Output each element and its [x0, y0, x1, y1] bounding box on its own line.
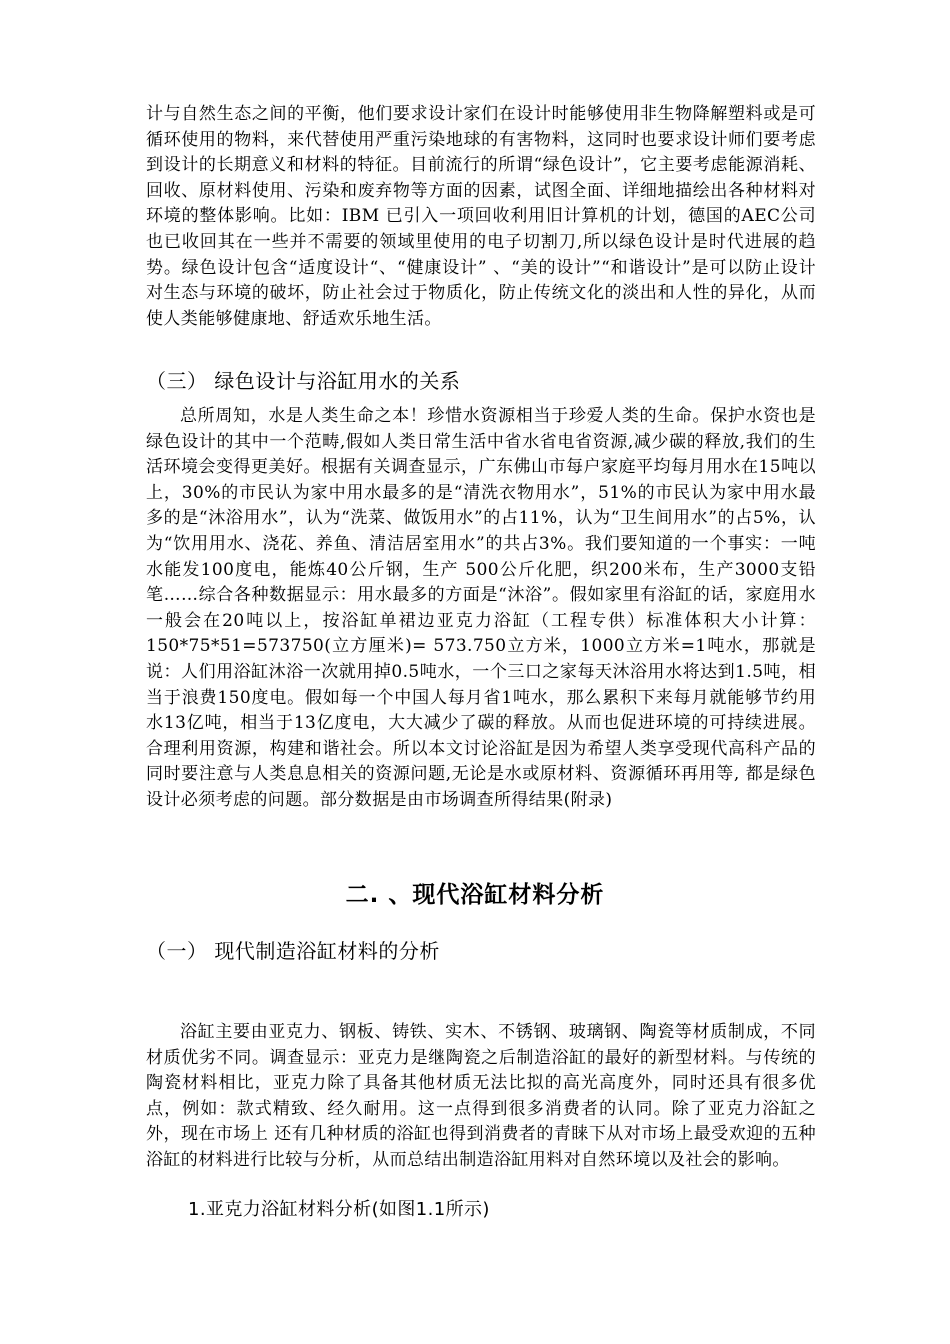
- section-heading-green-design-and-water: （三） 绿色设计与浴缸用水的关系: [146, 369, 461, 393]
- subsection-heading-acrylic: 1.亚克力浴缸材料分析(如图1.1所示): [188, 1199, 490, 1220]
- section-heading-material-analysis: （一） 现代制造浴缸材料的分析: [146, 939, 440, 963]
- paragraph-water-usage: 总所周知，水是人类生命之本！珍惜水资源相当于珍爱人类的生命。保护水资也是绿色设计的其中一个范畴,假如人类日常生活中省水省电省资源,减少碳的释放,我们的生活环境会变得更美好。根据有关调查显示，广东佛山市每户家庭平均每月用水在15吨以上，30%的市民认为家中用水最多的是“清洗衣物用水”，51%的市民认为家中用水最多的是“沐浴用水”，认为“洗菜、做饭用水”的占11%，认为“卫生间用水”的占5%，认为“饮用用水、浇花、养鱼、清洁居室用水”的共占3%。我们要知道的一个事实：一吨水能发100度电，能炼40公斤钢，生产 500公斤化肥，织200米布，生产3000支铅笔……综合各种数据显示：用水最多的方面是“沐浴”。假如家里有浴缸的话，家庭用水一般会在20吨以上，按浴缸单裙边亚克力浴缸（工程专供）标准体积大小计算：150*75*51=573750(立方厘米)= 573.750立方米，1000立方米=1吨水，那就是说：人们用浴缸沐浴一次就用掉0.5吨水，一个三口之家每天沐浴用水将达到1.5吨，相当于浪费150度电。假如每一个中国人每月省1吨水，那么累积下来每月就能够节约用水13亿吨，相当于13亿度电，大大减少了碳的释放。从而也促进环境的可持续进展。合理利用资源，构建和谐社会。所以本文讨论浴缸是因为希望人类享受现代高科产品的同时要注意与人类息息相关的资源问题,无论是水或原材料、资源循环再用等, 都是绿色设计必须考虑的问题。部分数据是由市场调查所得结果(附录): [146, 406, 816, 810]
- paragraph-bathtub-materials: 浴缸主要由亚克力、钢板、铸铁、实木、不锈钢、玻璃钢、陶瓷等材质制成，不同材质优劣不同。调查显示：亚克力是继陶瓷之后制造浴缸的最好的新型材料。与传统的陶瓷材料相比，亚克力除了具备其他材质无法比拟的高光高度外，同时还具有很多优点，例如：款式精致、经久耐用。这一点得到很多消费者的认同。除了亚克力浴缸之外，现在市场上 还有几种材质的浴缸也得到消费者的青睐下从对市场上最受欢迎的五种浴缸的材料进行比较与分析，从而总结出制造浴缸用料对自然环境以及社会的影响。: [146, 1022, 816, 1170]
- paragraph-green-design: 计与自然生态之间的平衡，他们要求设计家们在设计时能够使用非生物降解塑料或是可循环使用的物料，来代替使用严重污染地球的有害物料，这同时也要求设计师们要考虑到设计的长期意义和材料的特征。目前流行的所谓“绿色设计”，它主要考虑能源消耗、回收、原材料使用、污染和废弃物等方面的因素，试图全面、详细地描绘出各种材料对环境的整体影响。比如：IBM 已引入一项回收利用旧计算机的计划，德国的AEC公司也已收回其在一些并不需要的领域里使用的电子切割刀,所以绿色设计是时代进展的趋势。绿色设计包含“适度设计“、“健康设计” 、“美的设计”“和谐设计”是可以防止设计对生态与环境的破坏，防止社会过于物质化，防止传统文化的淡出和人性的异化，从而使人类能够健康地、舒适欢乐地生活。: [146, 104, 816, 329]
- chapter-heading-bathtub-materials: 二. 、现代浴缸材料分析: [345, 882, 605, 908]
